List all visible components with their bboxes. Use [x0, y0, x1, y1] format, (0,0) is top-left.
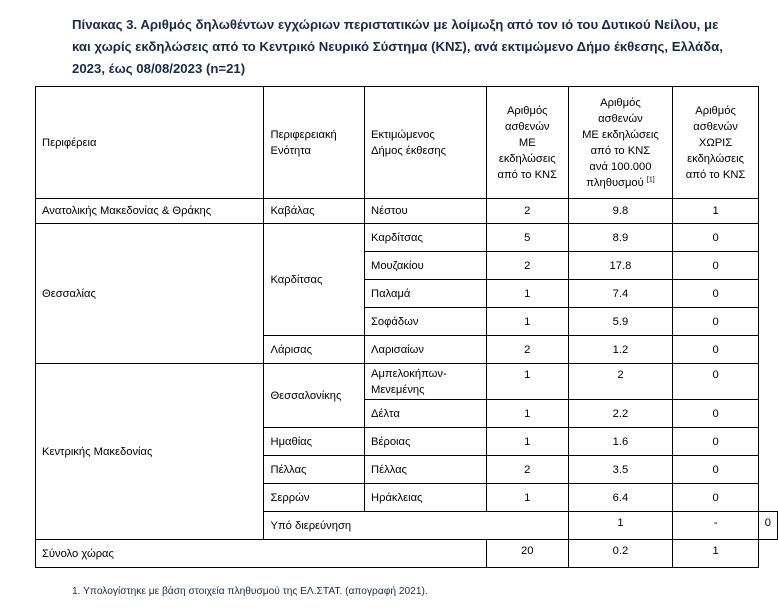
municipality-cell: Μουζακίου [365, 252, 487, 280]
with-cns-cell: 1 [487, 428, 568, 456]
unit-cell: Πέλλας [264, 456, 365, 484]
rate-cell: 1.2 [568, 336, 673, 364]
without-cns-cell: 0 [673, 280, 758, 308]
under-investigation-label: Υπό διερεύνηση [264, 512, 568, 540]
footnote-ref: [1] [646, 175, 655, 183]
header-rate-per-100k: Αριθμός ασθενών ΜΕ εκδηλώσεις από το ΚΝΣ ανά 100.000 πληθυσμού [1] [568, 87, 673, 199]
municipality-cell: Καρδίτσας [365, 224, 487, 252]
unit-cell: Θεσσαλονίκης [264, 364, 365, 428]
table-caption: Πίνακας 3. Αριθμός δηλωθέντων εγχώριων περιστατικών με λοίμωξη από τον ιό του Δυτικού Νείλου, με και χωρίς εκδηλώσεις από το Κεντρικό Νευρικό Σύστημα (ΚΝΣ), ανά εκτιμώμενο Δήμο έκθεσης, Ελλάδα, 2023, έως 08/08/2023 (n=21) [72, 17, 723, 76]
rate-cell: 5.9 [568, 308, 673, 336]
with-cns-cell: 1 [487, 280, 568, 308]
header-row [36, 87, 778, 199]
municipality-cell: Ηράκλειας [365, 484, 487, 512]
table-row [36, 540, 778, 568]
without-cns-cell: 0 [673, 308, 758, 336]
without-cns-cell: 0 [673, 456, 758, 484]
region-cell: Ανατολικής Μακεδονίας & Θράκης [36, 199, 264, 224]
rate-cell: 2 [568, 364, 673, 400]
table-row [36, 224, 778, 252]
rate-cell: 2.2 [568, 400, 673, 428]
unit-cell: Λάρισας [264, 336, 365, 364]
without-cns-cell: 0 [673, 336, 758, 364]
region-cell: Θεσσαλίας [36, 224, 264, 364]
municipality-cell: Βέροιας [365, 428, 487, 456]
rate-cell: 1.6 [568, 428, 673, 456]
with-cns-cell: 1 [487, 308, 568, 336]
with-cns-cell: 1 [487, 400, 568, 428]
without-cns-cell: 0 [673, 484, 758, 512]
cases-table [35, 86, 778, 568]
municipality-cell: Δέλτα [365, 400, 487, 428]
municipality-cell: Αμπελοκήπων- Μενεμένης [365, 364, 487, 400]
unit-cell: Καρδίτσας [264, 224, 365, 336]
municipality-cell: Παλαμά [365, 280, 487, 308]
municipality-cell: Νέστου [365, 199, 487, 224]
header-with-cns: Αριθμός ασθενών ΜΕ εκδηλώσεις από το ΚΝΣ [487, 87, 568, 199]
with-cns-cell: 5 [487, 224, 568, 252]
municipality-cell: Πέλλας [365, 456, 487, 484]
municipality-cell: Λαρισαίων [365, 336, 487, 364]
rate-cell: 3.5 [568, 456, 673, 484]
with-cns-cell: 2 [487, 199, 568, 224]
header-municipality: Εκτιμώμενος Δήμος έκθεσης [365, 87, 487, 199]
without-cns-cell: 0 [673, 252, 758, 280]
with-cns-cell: 2 [487, 252, 568, 280]
rate-cell: 0.2 [568, 540, 673, 568]
without-cns-cell: 0 [673, 224, 758, 252]
without-cns-cell: 1 [673, 199, 758, 224]
region-cell: Κεντρικής Μακεδονίας [36, 364, 264, 540]
without-cns-cell: 1 [673, 540, 758, 568]
total-label: Σύνολο χώρας [36, 540, 487, 568]
without-cns-cell: 0 [673, 428, 758, 456]
table-row [36, 364, 778, 400]
rate-cell: 17.8 [568, 252, 673, 280]
with-cns-cell: 1 [487, 364, 568, 400]
with-cns-cell: 20 [487, 540, 568, 568]
without-cns-cell: 0 [758, 512, 777, 540]
unit-cell: Σερρών [264, 484, 365, 512]
table-row [36, 199, 778, 224]
with-cns-cell: 2 [487, 336, 568, 364]
rate-cell: 8.9 [568, 224, 673, 252]
header-region: Περιφέρεια [36, 87, 264, 199]
rate-cell: 6.4 [568, 484, 673, 512]
header-without-cns: Αριθμός ασθενών ΧΩΡΙΣ εκδηλώσεις από το ΚΝΣ [673, 87, 758, 199]
footnote: 1. Υπολογίστηκε με βάση στοιχεία πληθυσμού της ΕΛ.ΣΤΑΤ. (απογραφή 2021). [72, 586, 428, 597]
municipality-cell: Σοφάδων [365, 308, 487, 336]
with-cns-cell: 1 [487, 484, 568, 512]
without-cns-cell: 0 [673, 364, 758, 400]
with-cns-cell: 1 [568, 512, 673, 540]
unit-cell: Καβάλας [264, 199, 365, 224]
rate-cell: 9.8 [568, 199, 673, 224]
rate-cell: 7.4 [568, 280, 673, 308]
rate-cell: - [673, 512, 758, 540]
header-regional-unit: Περιφερειακή Ενότητα [264, 87, 365, 199]
without-cns-cell: 0 [673, 400, 758, 428]
unit-cell: Ημαθίας [264, 428, 365, 456]
with-cns-cell: 2 [487, 456, 568, 484]
